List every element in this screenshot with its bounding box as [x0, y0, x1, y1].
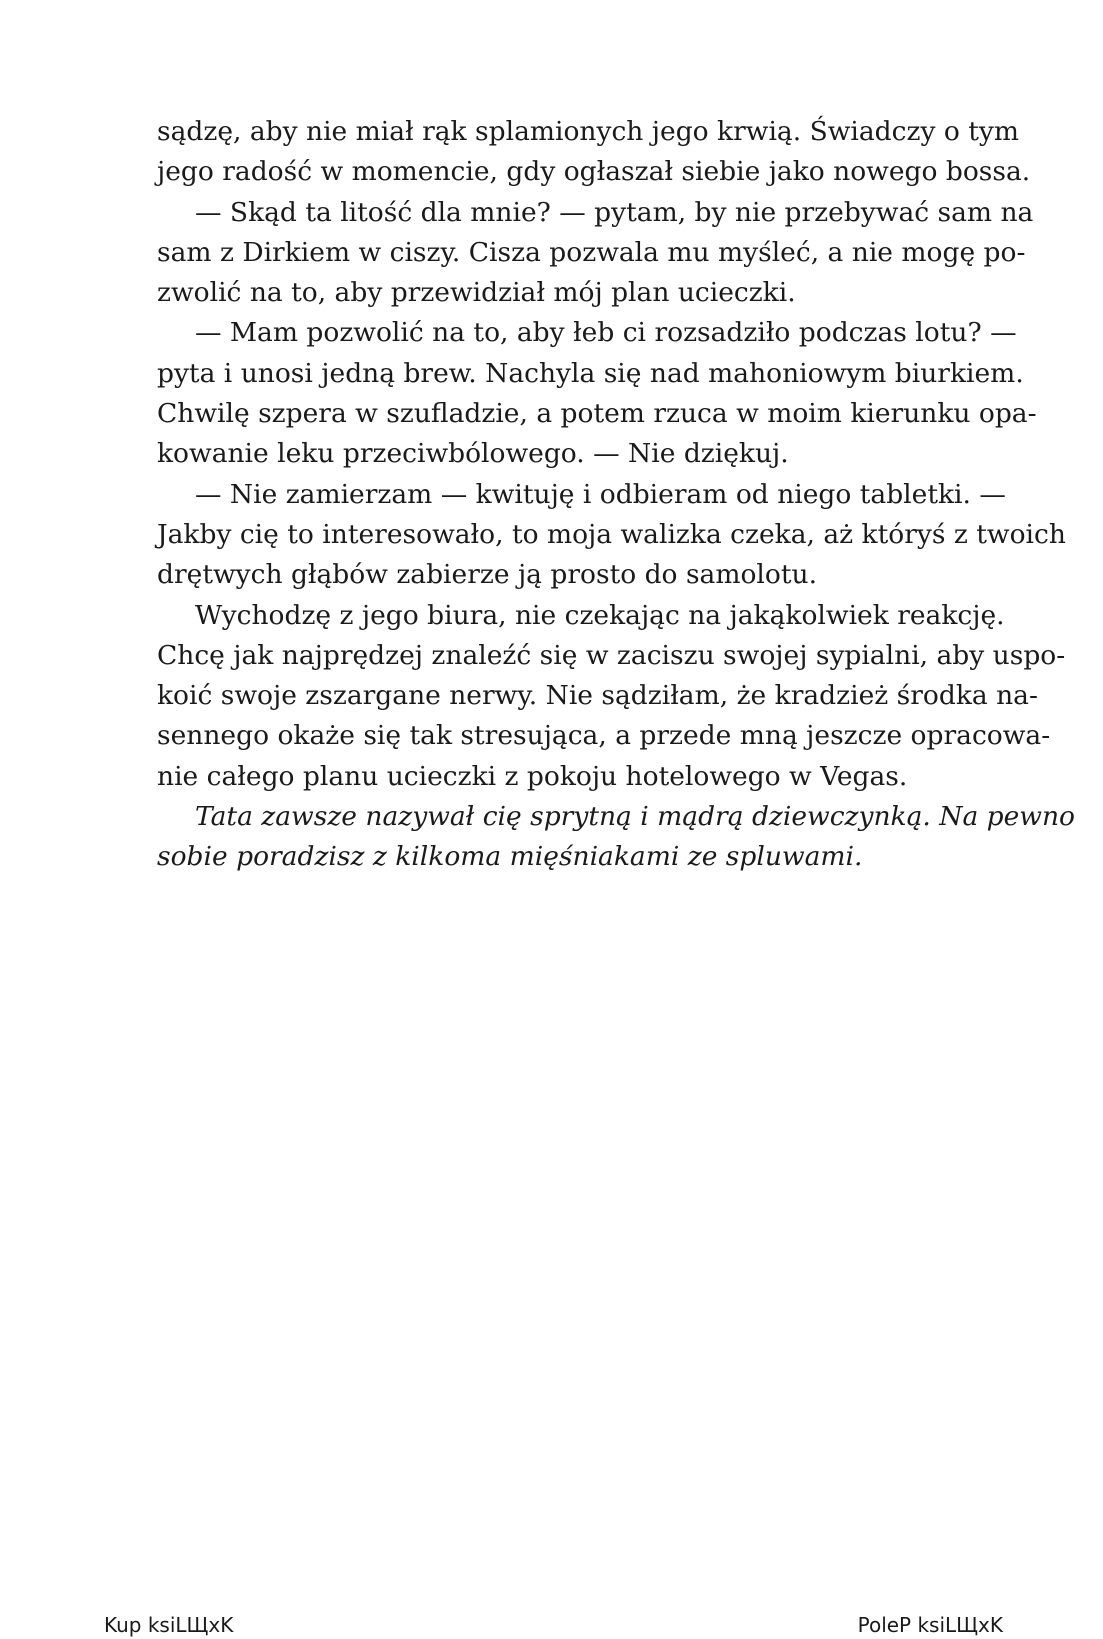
page-body-text	[157, 112, 1076, 878]
text-line: sądzę, aby nie miał rąk splamionych jego krwią. Świadczy o tym	[157, 116, 1019, 147]
paragraph	[157, 112, 1031, 193]
text-line: kowanie leku przeciwbólowego. — Nie dziękuj.	[157, 438, 789, 470]
text-line: — Skąd ta litość dla mnie? — pytam, by nie przebywać sam na	[195, 196, 1034, 228]
text-line: sam z Dirkiem w ciszy. Cisza pozwala mu myśleć, a nie mogę po-	[157, 236, 1026, 268]
buy-book-link[interactable]: Kup ksiLЩxK	[104, 1613, 234, 1637]
text-line: zwolić na to, aby przewidział mój plan ucieczki.	[157, 277, 796, 309]
paragraph	[157, 193, 1034, 314]
paragraph	[157, 475, 1066, 596]
text-line: — Mam pozwolić na to, aby łeb ci rozsadziło podczas lotu? —	[195, 317, 1017, 349]
text-line: Chcę jak najprędzej znaleźć się w zaciszu swojej sypialni, aby uspo-	[157, 639, 1066, 671]
text-line: Tata zawsze nazywał cię sprytną i mądrą dziewczynką. Na pewno	[195, 801, 1076, 833]
text-line: jego radość w momencie, gdy ogłaszał siebie jako nowego bossa.	[157, 156, 1031, 188]
text-line: Wychodzę z jego biura, nie czekając na jakąkolwiek reakcję.	[195, 599, 1005, 631]
text-line: Chwilę szpera w szufladzie, a potem rzuca w moim kierunku opa-	[157, 398, 1037, 430]
paragraph	[157, 797, 1076, 878]
text-line: drętwych głąbów zabierze ją prosto do samolotu.	[157, 559, 817, 591]
text-line: sennego okaże się tak stresująca, a przede mną jeszcze opracowa-	[157, 720, 1051, 752]
paragraph	[157, 596, 1066, 797]
text-line: koić swoje zszargane nerwy. Nie sądziłam, że kradzież środka na-	[157, 680, 1038, 712]
text-line: sobie poradzisz z kilkoma mięśniakami ze spluwami.	[157, 841, 863, 873]
text-line: — Nie zamierzam — kwituję i odbieram od niego tabletki. —	[195, 478, 1006, 510]
text-line: Jakby cię to interesowało, to moja walizka czeka, aż któryś z twoich	[157, 518, 1066, 550]
recommend-book-link[interactable]: PoleP ksiLЩxK	[857, 1613, 1003, 1637]
text-line: nie całego planu ucieczki z pokoju hotelowego w Vegas.	[157, 760, 908, 792]
paragraph	[157, 313, 1037, 474]
text-line: pyta i unosi jedną brew. Nachyla się nad mahoniowym biurkiem.	[157, 357, 1024, 389]
